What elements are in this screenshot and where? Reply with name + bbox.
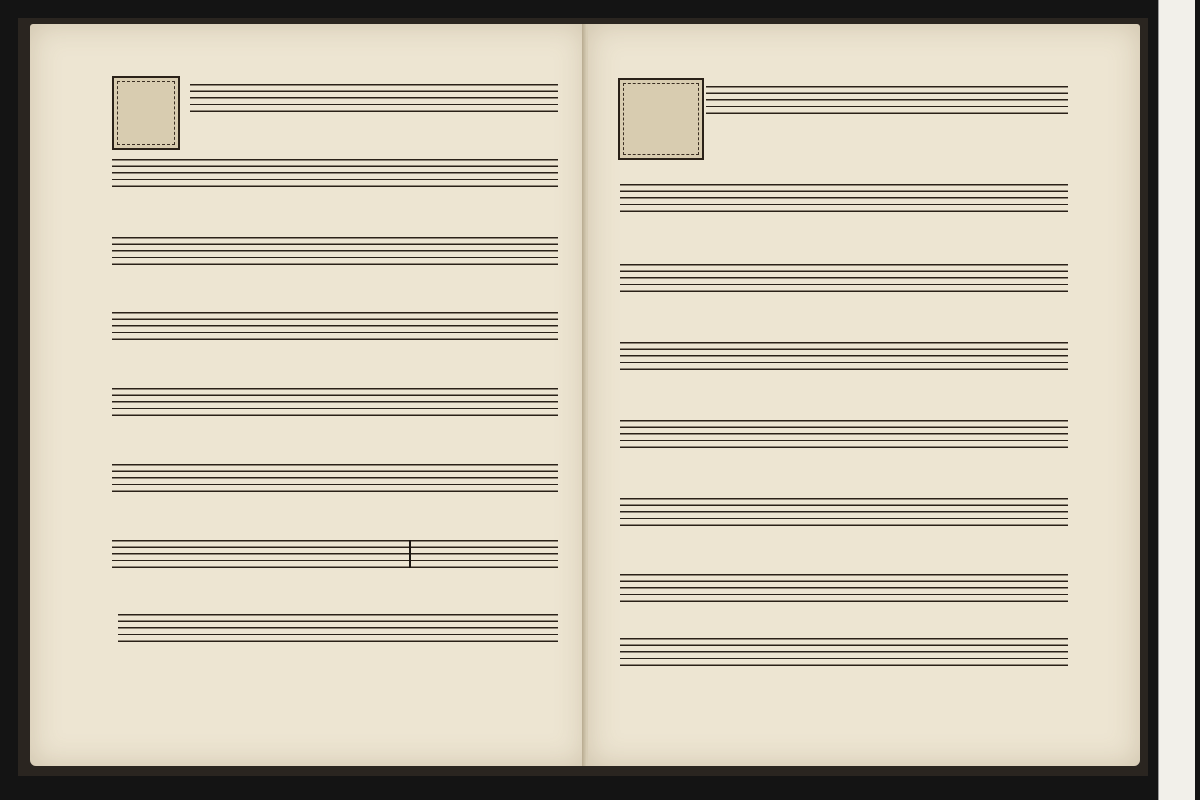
measurement-ruler <box>1158 0 1195 800</box>
right-page <box>588 24 1140 766</box>
right-notes-layer <box>588 24 1140 766</box>
left-page <box>30 24 586 766</box>
left-notes-layer <box>30 24 586 766</box>
